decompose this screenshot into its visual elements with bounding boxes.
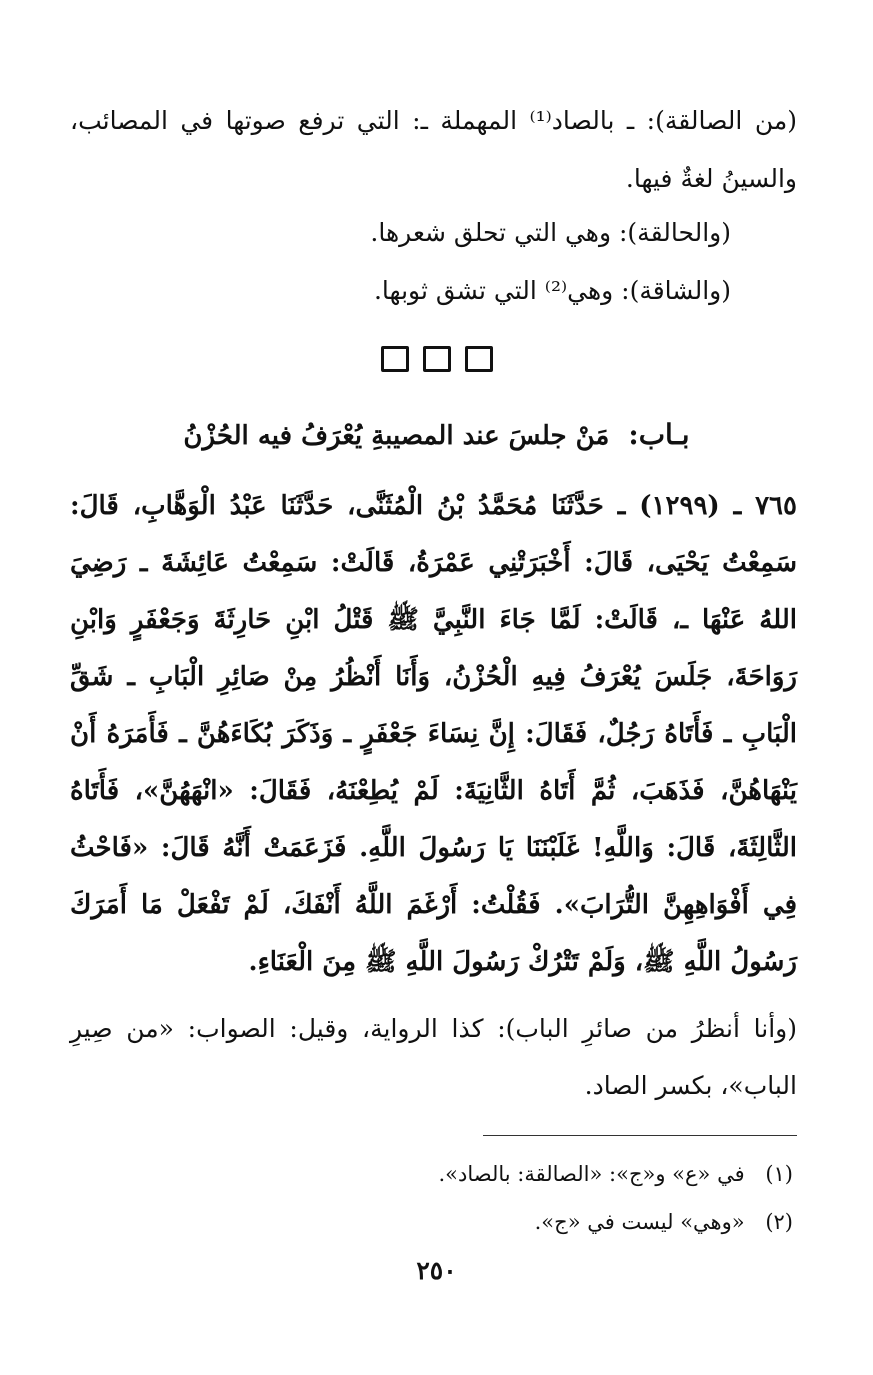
glossary-shaqqa: (والشاقة): وهي⁽²⁾ التي تشق ثوبها. bbox=[373, 276, 731, 305]
page-number: ٢٥٠ bbox=[416, 1256, 457, 1285]
footnote-number: (٢) bbox=[765, 1210, 793, 1234]
footnotes bbox=[70, 1150, 793, 1246]
footnote-text: في «ع» و«ج»: «الصالقة: بالصاد». bbox=[438, 1162, 745, 1186]
section-divider-ornament bbox=[0, 346, 873, 372]
footnote-item bbox=[70, 1150, 793, 1198]
ornament-square bbox=[423, 346, 451, 372]
hadith-text: ٧٦٥ ـ (١٢٩٩) ـ حَدَّثَنَا مُحَمَّدُ بْنُ الْمُثَنَّى، حَدَّثَنَا عَبْدُ الْوَهَّابِ، قَالَ: سَمِعْتُ يَحْيَى، قَالَ: أَخْبَرَتْنِي عَمْرَةُ، قَالَتْ: سَمِعْتُ عَائِشَةَ ـ رَضِيَ اللهُ عَنْهَا ـ، قَالَتْ: لَمَّا جَاءَ النَّبِيَّ ﷺ قَتْلُ ابْنِ حَارِثَةَ وَجَعْفَرٍ وَابْنِ رَوَاحَةَ، جَلَسَ يُعْرَفُ فِيهِ الْحُزْنُ، وَأَنَا أَنْظُرُ مِنْ صَائِرِ الْبَابِ ـ شَقِّ الْبَابِ ـ فَأَتَاهُ رَجُلٌ، فَقَالَ: إِنَّ نِسَاءَ جَعْفَرٍ ـ وَذَكَرَ بُكَاءَهُنَّ ـ فَأَمَرَهُ أَنْ يَنْهَاهُنَّ، فَذَهَبَ، ثُمَّ أَتَاهُ الثَّانِيَةَ: لَمْ يُطِعْنَهُ، فَقَالَ: «انْهَهُنَّ»، فَأَتَاهُ الثَّالِثَةَ، قَالَ: وَاللَّهِ! غَلَبْنَنَا يَا رَسُولَ اللَّهِ. فَزَعَمَتْ أَنَّهُ قَالَ: «فَاحْثُ فِي أَفْوَاهِهِنَّ التُّرَابَ». فَقُلْتُ: أَرْغَمَ اللَّهُ أَنْفَكَ، لَمْ تَفْعَلْ مَا أَمَرَكَ رَسُولُ اللَّهِ ﷺ، وَلَمْ تَتْرُكْ رَسُولَ اللَّهِ ﷺ مِنَ الْعَنَاءِ. bbox=[70, 491, 797, 977]
ornament-square bbox=[465, 346, 493, 372]
commentary-note: (وأنا أنظرُ من صائرِ الباب): كذا الرواية، وقيل: الصواب: «من صِيرِ الباب»، بكسر الصاد. bbox=[70, 1014, 797, 1100]
chapter-heading bbox=[0, 410, 873, 461]
footnote-separator bbox=[483, 1135, 797, 1136]
ornament-square bbox=[381, 346, 409, 372]
chapter-label: بـاب: bbox=[628, 418, 690, 451]
footnote-item bbox=[70, 1198, 793, 1246]
footnote-number: (١) bbox=[765, 1162, 793, 1186]
footnote-text: «وهي» ليست في «ج». bbox=[534, 1210, 745, 1234]
glossary-saliqa: (من الصالقة): ـ بالصاد⁽¹⁾ المهملة ـ: التي ترفع صوتها في المصائب، والسينُ لغةٌ فيها. bbox=[70, 106, 797, 193]
chapter-title: مَنْ جلسَ عند المصيبةِ يُعْرَفُ فيه الحُزْنُ bbox=[183, 421, 610, 451]
glossary-haliqa: (والحالقة): وهي التي تحلق شعرها. bbox=[370, 218, 731, 247]
